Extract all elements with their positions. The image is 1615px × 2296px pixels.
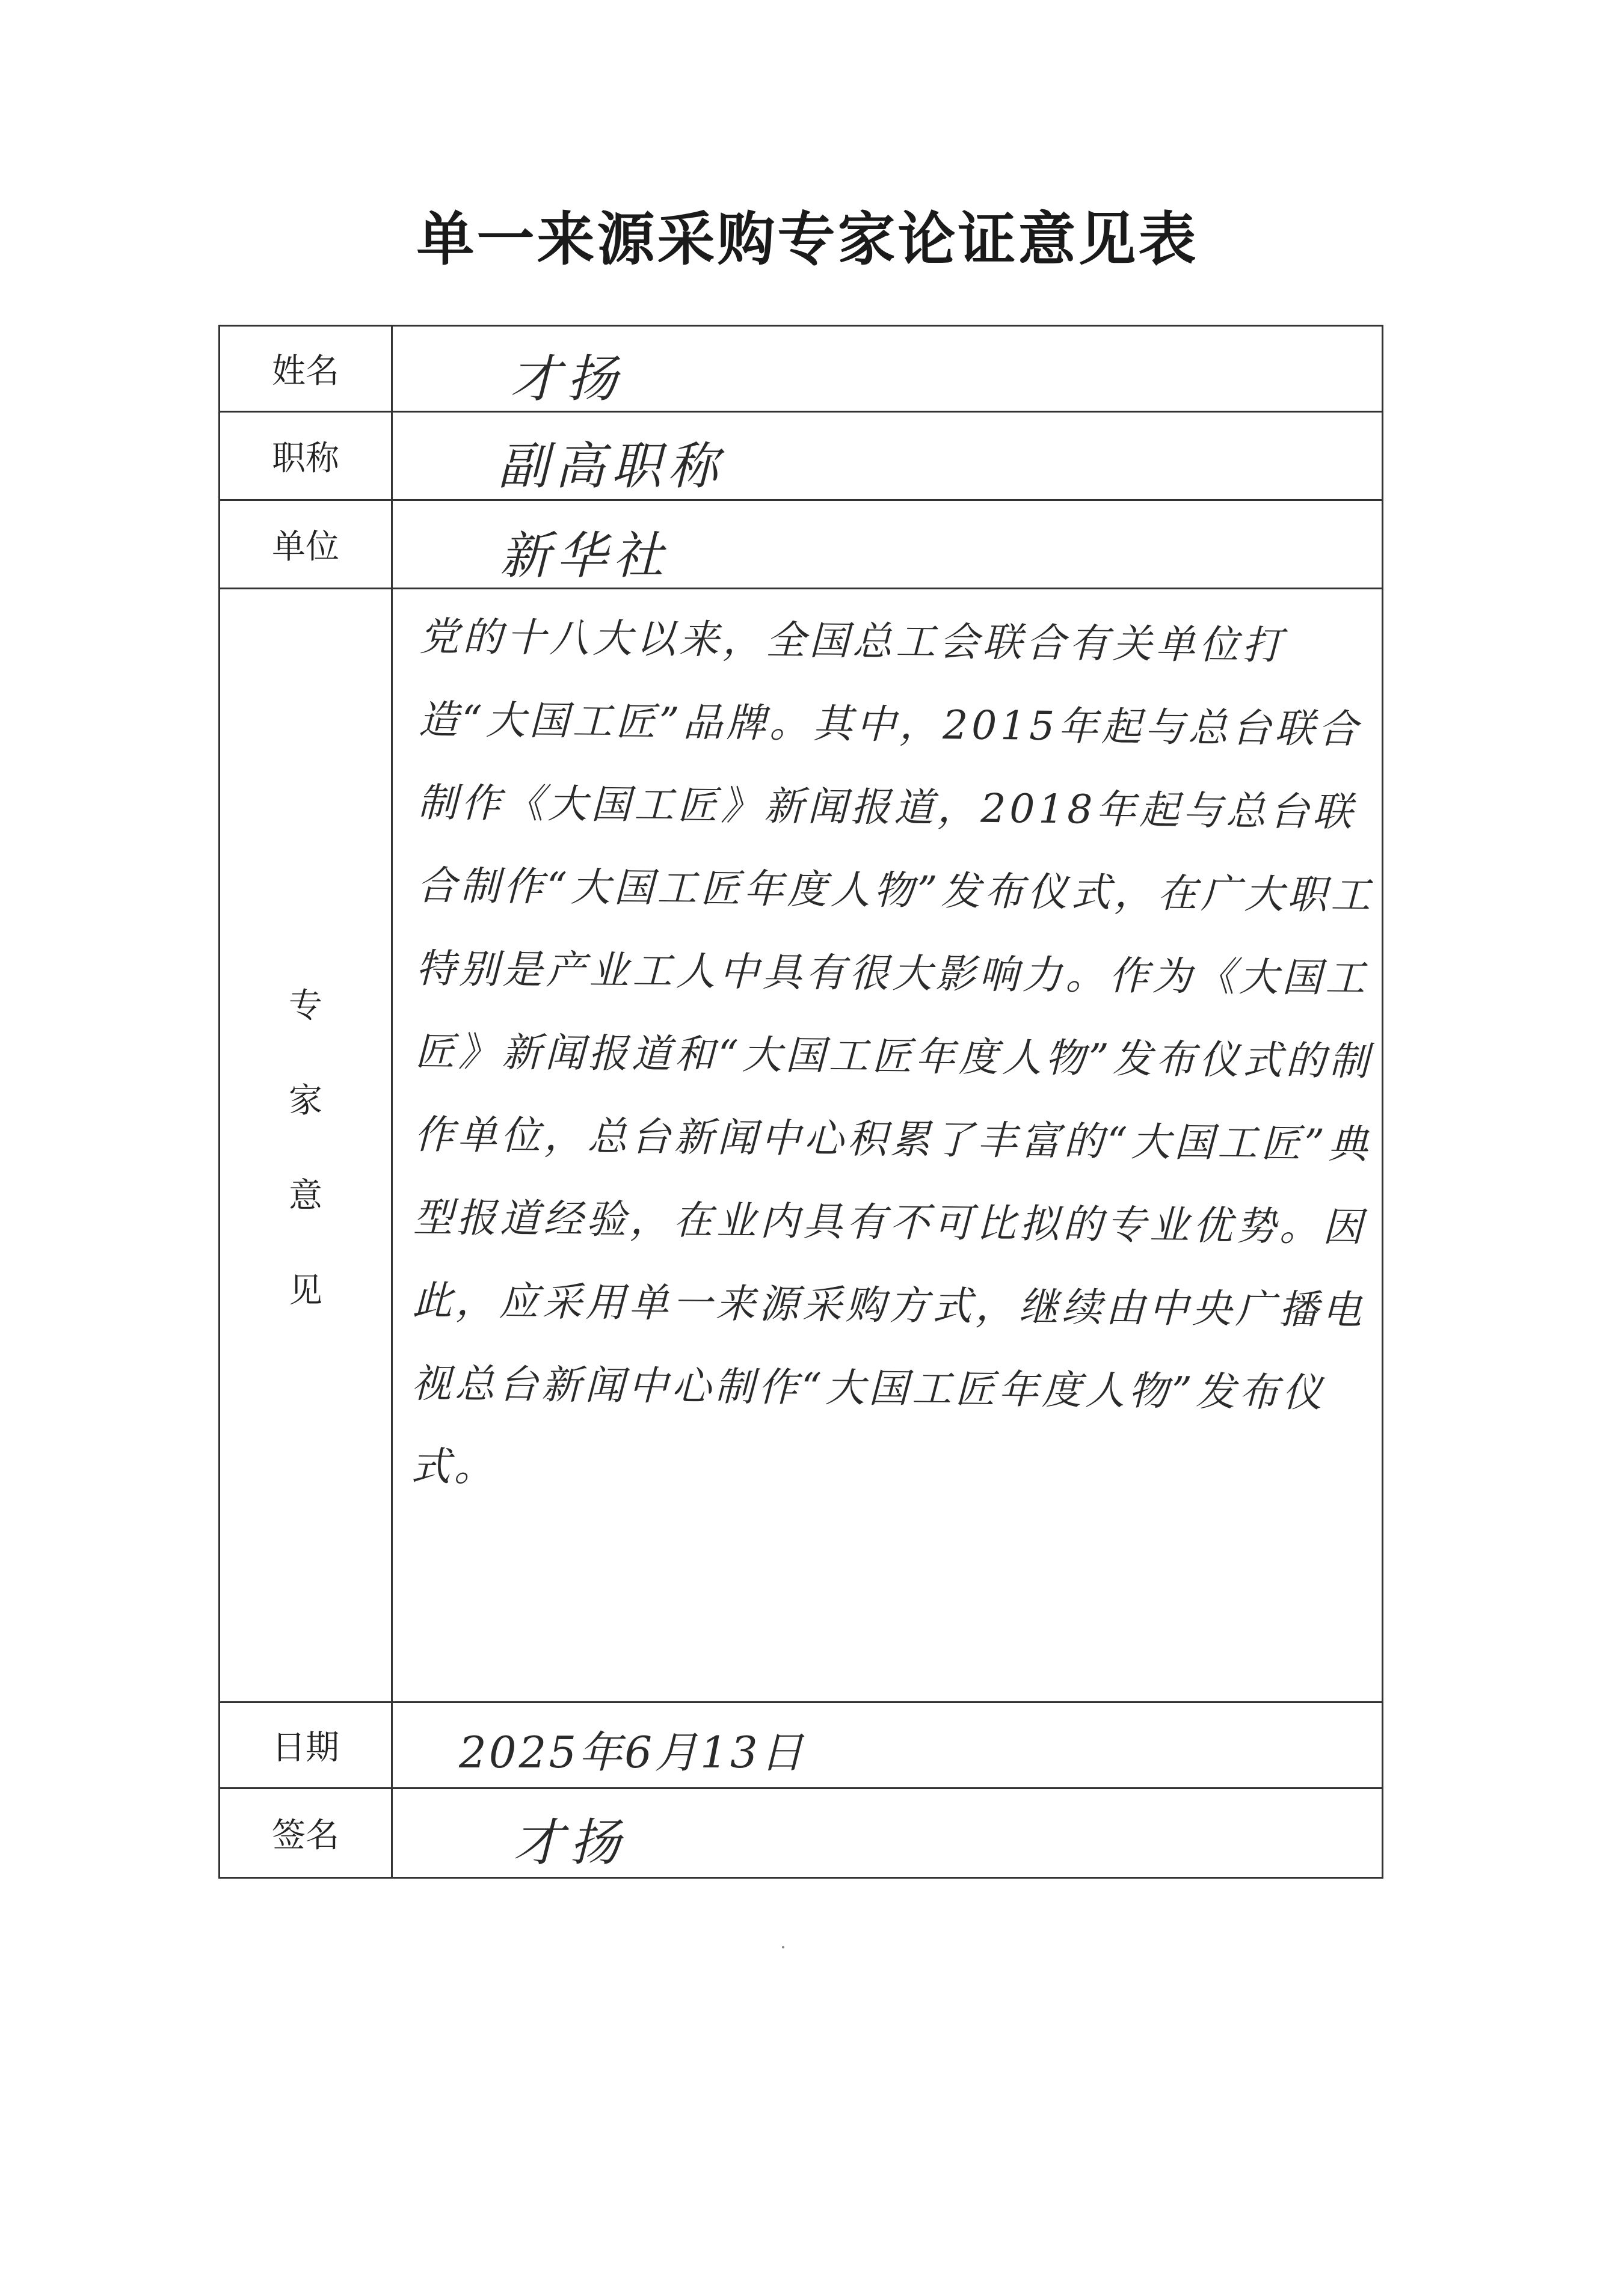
unit-value-cell [393, 501, 1382, 588]
signature: 才扬 [513, 1813, 627, 1872]
signature-label: 签名 [220, 1789, 393, 1877]
opinion-label-char: 见 [289, 1271, 322, 1310]
signature-row [220, 1789, 1382, 1877]
date-row [220, 1703, 1382, 1789]
job-title-value-cell [393, 413, 1382, 499]
opinion-label-vertical [289, 979, 322, 1312]
date-value-cell [393, 1703, 1382, 1787]
opinion-label [220, 589, 393, 1701]
opinion-text: 党的十八大以来，全国总工会联合有关单位打造“大国工匠”品牌。其中，2015年起与总台联合制作《大国工匠》新闻报道，2018年起与总台联合制作“大国工匠年度人物”发布仪式，在广大职工特别是产业工人中具有很大影响力。作为《大国工匠》新闻报道和“大国工匠年度人物”发布仪式的制作单位，总台新闻中心积累了丰富的“大国工匠”典型报道经验，在业内具有不可比拟的专业优势。因此，应采用单一来源采购方式，继续由中央广播电视总台新闻中心制作“大国工匠年度人物”发布仪式。 [410, 613, 1374, 1491]
job-title-value: 副高职称 [498, 437, 725, 496]
date-label: 日期 [220, 1703, 393, 1787]
unit-label: 单位 [220, 501, 393, 588]
opinion-form-table [218, 325, 1383, 1879]
job-title-label: 职称 [220, 413, 393, 499]
unit-value: 新华社 [500, 526, 670, 585]
name-value: 才扬 [510, 349, 624, 408]
name-row [220, 327, 1382, 413]
signature-value-cell [393, 1789, 1382, 1877]
name-value-cell [393, 327, 1382, 411]
name-label: 姓名 [220, 327, 393, 411]
opinion-label-char: 专 [289, 986, 322, 1025]
opinion-label-char: 意 [289, 1176, 322, 1215]
date-value: 2025年6月13日 [459, 1727, 806, 1778]
page-title: 单一来源采购专家论证意见表 [416, 206, 1199, 273]
job-title-row [220, 413, 1382, 501]
opinion-label-char: 家 [289, 1081, 322, 1120]
unit-row [220, 501, 1382, 589]
opinion-value-cell [393, 589, 1382, 1701]
opinion-row [220, 589, 1382, 1703]
speck-mark [782, 1946, 784, 1948]
